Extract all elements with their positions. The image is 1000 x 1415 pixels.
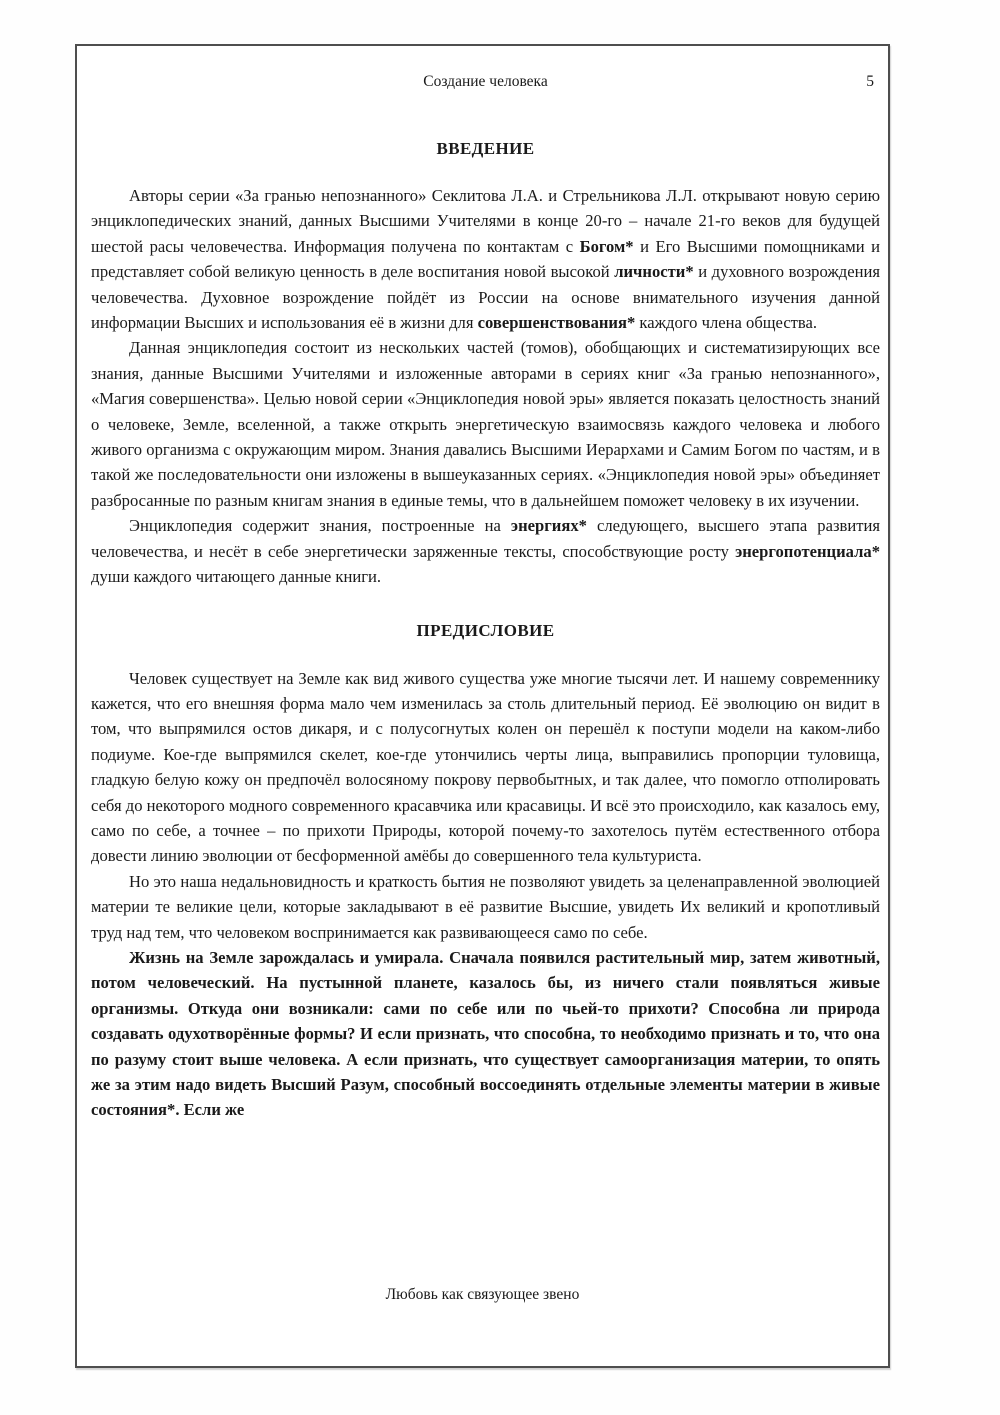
section-heading-preface: ПРЕДИСЛОВИЕ: [416, 620, 555, 640]
running-title: Создание человека: [423, 73, 548, 90]
paragraph: Данная энциклопедия состоит из нескольких частей (томов), обобщающих и систематизирующих все знания, данные Высшими Учителями и изложенные авторами в сериях книг «За гранью непознанного», «Магия совершенства». Целью новой серии «Энциклопедия новой эры» является показать целостность знаний о человеке, Земле, вселенной, а также открыть энергетическую взаимосвязь каждого человека и любого живого организма с окружающим миром. Знания давались Высшими Иерархами и Самим Богом по частям, и в такой же последовательности они изложены в вышеуказанных сериях. «Энциклопедия новой эры» объединяет разбросанные по разным книгам знания в единые темы, что в дальнейшем поможет человеку в их изучении.: [91, 338, 880, 510]
preface-section: [91, 666, 880, 1123]
paragraph: Авторы серии «За гранью непознанного» Секлитова Л.А. и Стрельникова Л.Л. открывают новую серию энциклопедических знаний, данных Высшими Учителями в конце 20-го – начале 21-го веков для будущей шестой расы человечества. Информация получена по контактам с Богом* и Его Высшими помощниками и представляет собой великую ценность в деле воспитания новой высокой личности* и духовного возрождения человечества. Духовное возрождение пойдёт из России на основе внимательного изучения данной информации Высших и использования её в жизни для совершенствования* каждого члена общества.: [91, 186, 881, 333]
paragraph-bold-emphasis: Жизнь на Земле зарождалась и умирала. Сначала появился растительный мир, затем животный, потом человеческий. На пустынной планете, казалось бы, из ничего стали появляться живые организмы. Откуда они возникали: сами по себе или по чьей-то прихоти? Способна ли природа создавать одухотворённые формы? И если признать, что способна, то необходимо признать и то, что она по разуму стоит выше человека. А если признать, что существует самоорганизация материи, то опять же за этим надо видеть Высший Разум, способный воссоединять отдельные элементы материи в живые состояния*. Если же: [91, 947, 880, 1120]
introduction-section: [91, 183, 880, 590]
book-page: [75, 44, 890, 1368]
paragraph: Человек существует на Земле как вид живого существа уже многие тысячи лет. И нашему современнику кажется, что его внешняя форма мало чем изменилась за столь длительный период. Её эволюцию он видит в том, что выпрямился остов дикаря, и с полусогнутых колен он перешёл к поступи модели на каком-либо подиуме. Кое-где выпрямился скелет, кое-где утончились черты лица, выправились пропорции туловища, гладкую белую кожу он предпочёл волосяному покрову первобытных, и так далее, что помогло отполировать себя до некоторого модного современного красавчика или красавицы. И всё это происходило, как казалось ему, само по себе, а точнее – по прихоти Природы, которой почему-то захотелось путём естественного отбора довести линию эволюции от бесформенной амёбы до совершенного тела культуриста.: [91, 668, 880, 866]
section-heading-introduction: ВВЕДЕНИЕ: [436, 139, 535, 158]
footer-caption: Любовь как связующее звено: [385, 1286, 580, 1303]
running-header: [91, 46, 880, 95]
page-number: 5: [866, 73, 874, 90]
paragraph: Но это наша недальновидность и краткость бытия не позволяют увидеть за целенаправленной эволюцией материи те великие цели, которые закладывают в её развитие Высшие, увидеть Их великий и кропотливый труд над тем, что человеком воспринимается как развивающееся само по себе.: [91, 871, 880, 942]
paragraph: Энциклопедия содержит знания, построенные на энергиях* следующего, высшего этапа развития человечества, и несёт в себе энергетически заряженные тексты, способствующие росту энергопотенциала* души каждого читающего данные книги.: [91, 516, 880, 587]
